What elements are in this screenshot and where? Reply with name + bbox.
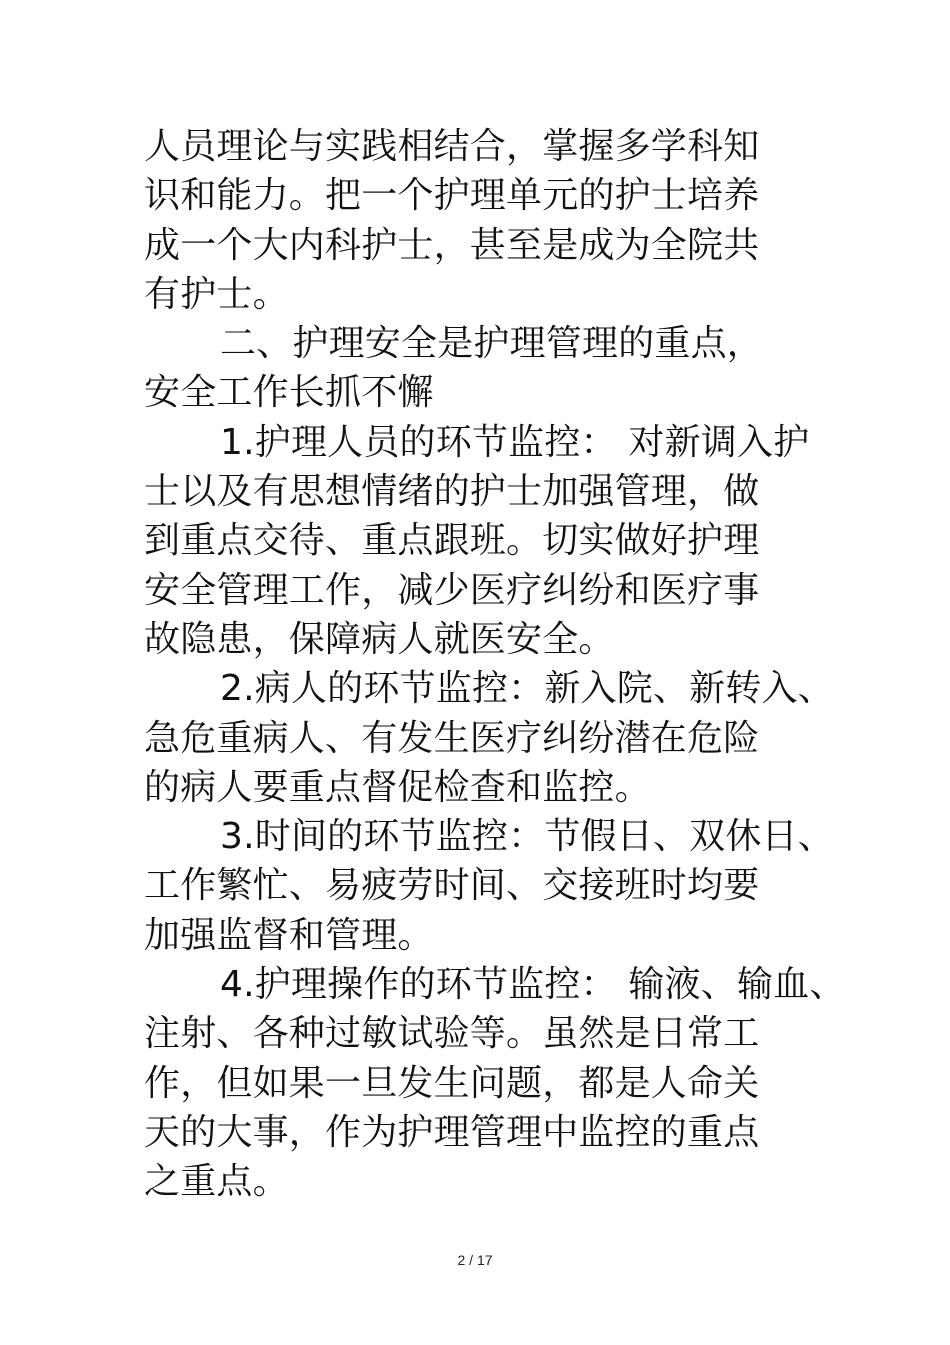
text-line: 天的大事，作为护理管理中监控的重点 xyxy=(144,1111,760,1153)
text-line: 工作繁忙、易疲劳时间、交接班时均要 xyxy=(144,865,760,907)
text-line: 到重点交待、重点跟班。切实做好护理 xyxy=(144,520,760,562)
text-line: 3.时间的环节监控：节假日、双休日、 xyxy=(220,816,834,858)
text-line: 故隐患，保障病人就医安全。 xyxy=(144,618,615,660)
text-line: 识和能力。把一个护理单元的护士培养 xyxy=(144,175,760,217)
text-line: 4.护理操作的环节监控： 输液、输血、 xyxy=(220,964,846,1006)
text-line: 成一个大内科护士，甚至是成为全院共 xyxy=(144,224,760,266)
text-line: 急危重病人、有发生医疗纠纷潜在危险 xyxy=(144,717,760,759)
text-line: 人员理论与实践相结合，掌握多学科知 xyxy=(144,126,760,167)
text-line: 安全管理工作，减少医疗纠纷和医疗事 xyxy=(144,569,760,611)
text-line: 作，但如果一旦发生问题，都是人命关 xyxy=(144,1062,760,1104)
page-number: 2 / 17 xyxy=(457,1252,493,1268)
text-line: 的病人要重点督促检查和监控。 xyxy=(144,766,651,808)
text-line: 1.护理人员的环节监控： 对新调入护 xyxy=(220,421,810,463)
text-line: 有护士。 xyxy=(144,273,289,315)
text-line: 之重点。 xyxy=(144,1161,289,1203)
body-text xyxy=(144,122,846,1207)
section-heading-line: 安全工作长抓不懈 xyxy=(144,372,434,414)
section-heading-line: 二、护理安全是护理管理的重点， xyxy=(220,323,764,365)
text-line: 士以及有思想情绪的护士加强管理，做 xyxy=(144,471,760,513)
text-line: 2.病人的环节监控：新入院、新转入、 xyxy=(220,668,834,710)
text-line: 注射、各种过敏试验等。虽然是日常工 xyxy=(144,1013,760,1055)
text-line: 加强监督和管理。 xyxy=(144,914,434,956)
